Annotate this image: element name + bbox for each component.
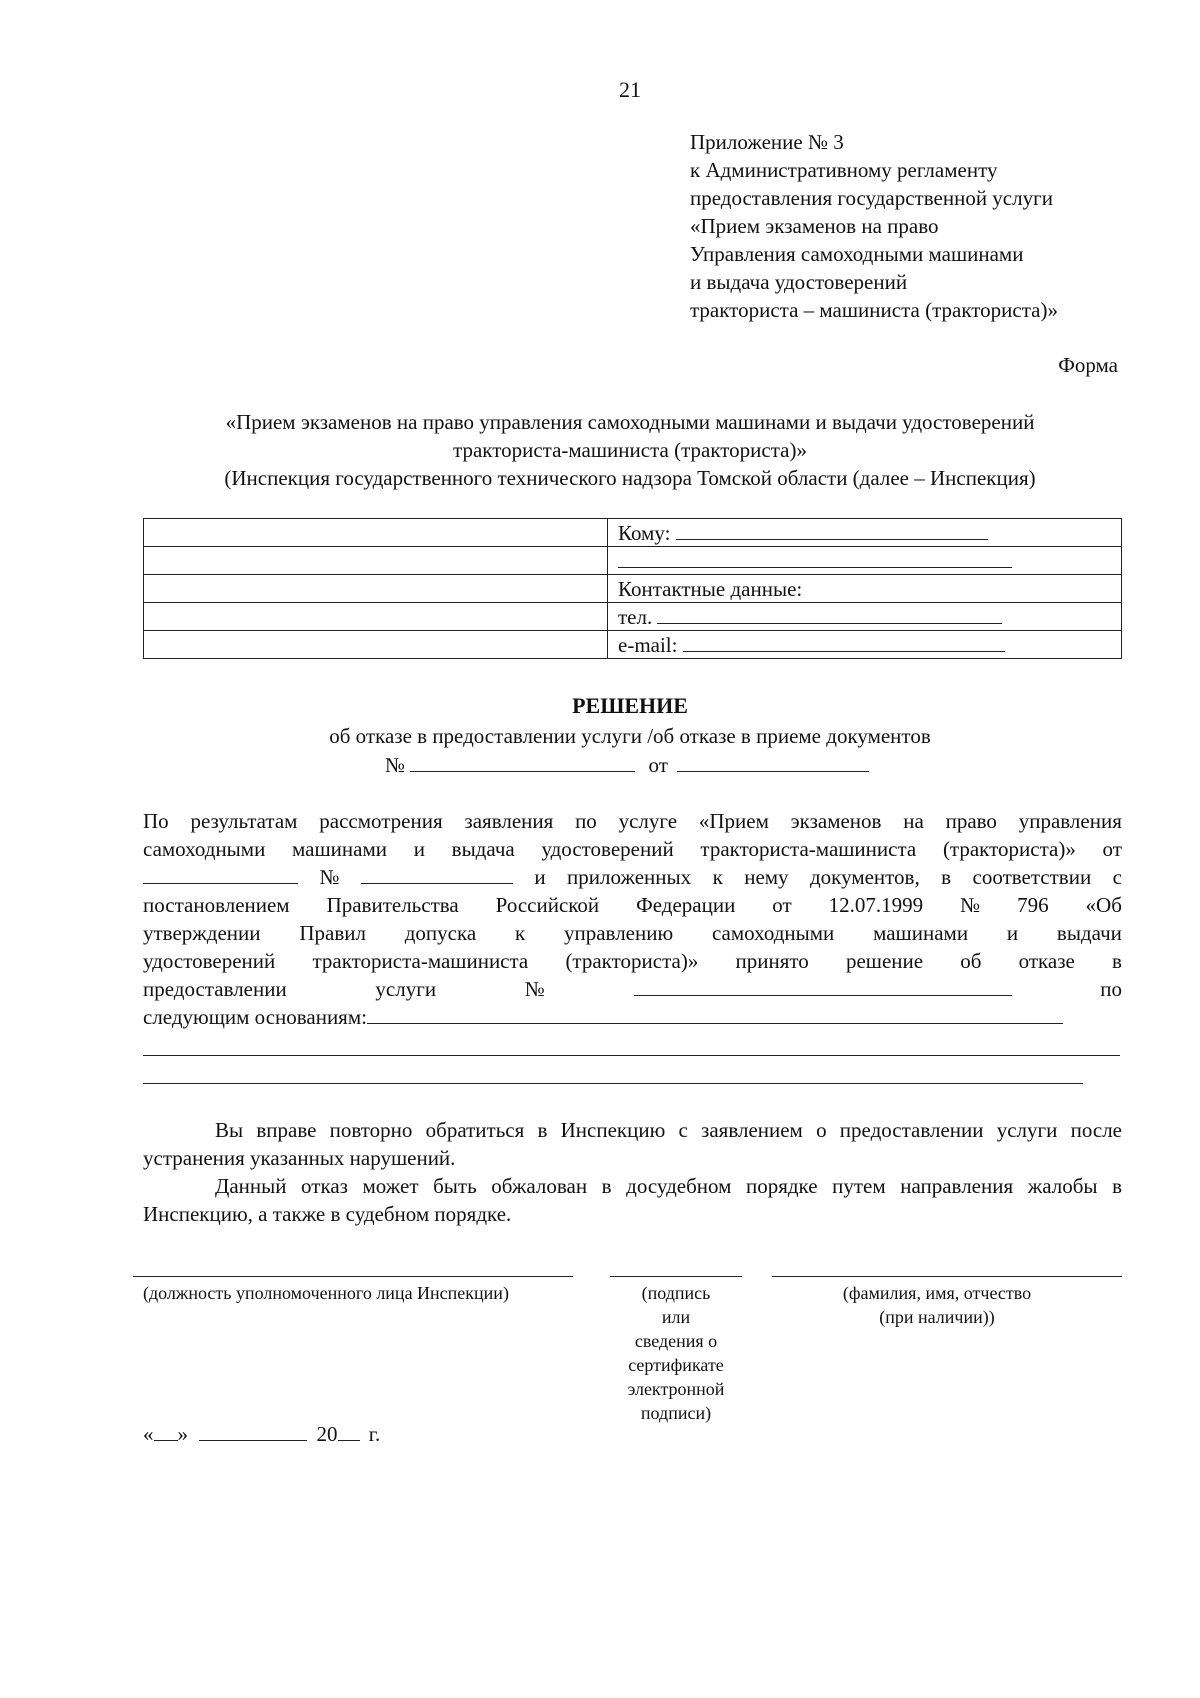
page-number: 21 [619,77,641,102]
year-line[interactable] [338,1420,360,1441]
full-name-caption: (фамилия, имя, отчество (при наличии)) [842,1283,1032,1327]
phone-label: тел. [618,605,653,629]
body-line: По результатам рассмотрения заявления по услуге «Прием экзаменов на право управления [143,809,1122,833]
table-row [144,603,1122,631]
phone-cell[interactable] [608,603,1122,631]
appendix-line: Управления самоходными машинами [690,242,1024,266]
position-line[interactable] [133,1276,573,1277]
appendix-line: тракториста – машиниста (тракториста)» [690,298,1058,322]
service-header [100,408,1160,492]
decision-number-line[interactable] [410,751,635,772]
to-field-line[interactable] [676,519,988,540]
recipient-to-cell[interactable] [608,519,1122,547]
table-row [144,547,1122,575]
to-label: Кому: [618,521,671,545]
table-row [144,519,1122,547]
signature-caption: (подпись или сведения о сертификате электронной подписи) [627,1283,725,1423]
from-label: от [648,753,668,777]
decision-subtitle: об отказе в предоставлении услуги /об отказе в приеме документов [329,724,931,748]
body-line: удостоверений тракториста-машиниста (тракториста)» принято решение об отказе в [143,949,1122,973]
decision-number-row [385,751,869,779]
body-line: № и приложенных к нему документов, в соответствии с [143,863,1122,891]
body-line: утверждении Правил допуска к управлению самоходными машинами и выдачи [143,921,1122,945]
decision-body [143,807,1122,1031]
appendix-line: и выдача удостоверений [690,270,908,294]
decision-date-line[interactable] [677,751,869,772]
appendix-reference [690,128,1130,324]
contacts-cell [608,575,1122,603]
body-line: следующим основаниям: [143,1003,1122,1031]
note-reapply: Вы вправе повторно обратиться в Инспекцию с заявлением о предоставлении услуги после устранения указанных нарушений. [143,1118,1122,1170]
grounds-line-2[interactable] [143,1055,1120,1056]
refusal-number-line[interactable] [634,975,1012,996]
table-row [144,575,1122,603]
date-row: « » 20 г. [143,1422,381,1446]
grounds-line-3[interactable] [143,1083,1083,1084]
body-line: постановлением Правительства Российской Федерации от 12.07.1999 № 796 «Об [143,893,1122,917]
body-line: самоходными машинами и выдача удостоверений тракториста-машиниста (тракториста)» от [143,837,1122,861]
position-caption: (должность уполномоченного лица Инспекции) [143,1283,509,1303]
full-name-line[interactable] [772,1276,1122,1277]
email-field-line[interactable] [683,631,1005,652]
table-row [144,631,1122,659]
application-date-line[interactable] [143,863,298,884]
application-number-line[interactable] [361,863,513,884]
note-appeal: Данный отказ может быть обжалован в досудебном порядке путем направления жалобы в Инспекцию, а также в судебном порядке. [143,1174,1122,1226]
recipient-table [143,518,1122,659]
recipient-extra-line[interactable] [618,547,1012,568]
appendix-line: Приложение № 3 [690,130,844,154]
inspection-line: (Инспекция государственного технического надзора Томской области (далее – Инспекция) [224,466,1036,490]
service-title-line: тракториста-машиниста (тракториста)» [453,438,807,462]
body-line: предоставлении услуги № по [143,977,1122,1001]
recipient-extra-cell[interactable] [608,547,1122,575]
decision-title: РЕШЕНИЕ [572,693,688,718]
email-label: e-mail: [618,633,678,657]
month-line[interactable] [199,1420,307,1441]
day-line[interactable] [154,1420,178,1441]
phone-field-line[interactable] [657,603,1002,624]
appendix-line: предоставления государственной услуги [690,186,1053,210]
contacts-label: Контактные данные: [618,576,803,601]
signature-line[interactable] [610,1276,742,1277]
service-title-line: «Прием экзаменов на право управления самоходными машинами и выдачи удостоверений [225,410,1035,434]
appendix-line: «Прием экзаменов на право [690,214,939,238]
form-label: Форма [1058,353,1118,377]
appendix-line: к Административному регламенту [690,158,998,182]
grounds-line[interactable] [367,1003,1063,1024]
email-cell[interactable] [608,631,1122,659]
number-sign: № [385,753,406,777]
